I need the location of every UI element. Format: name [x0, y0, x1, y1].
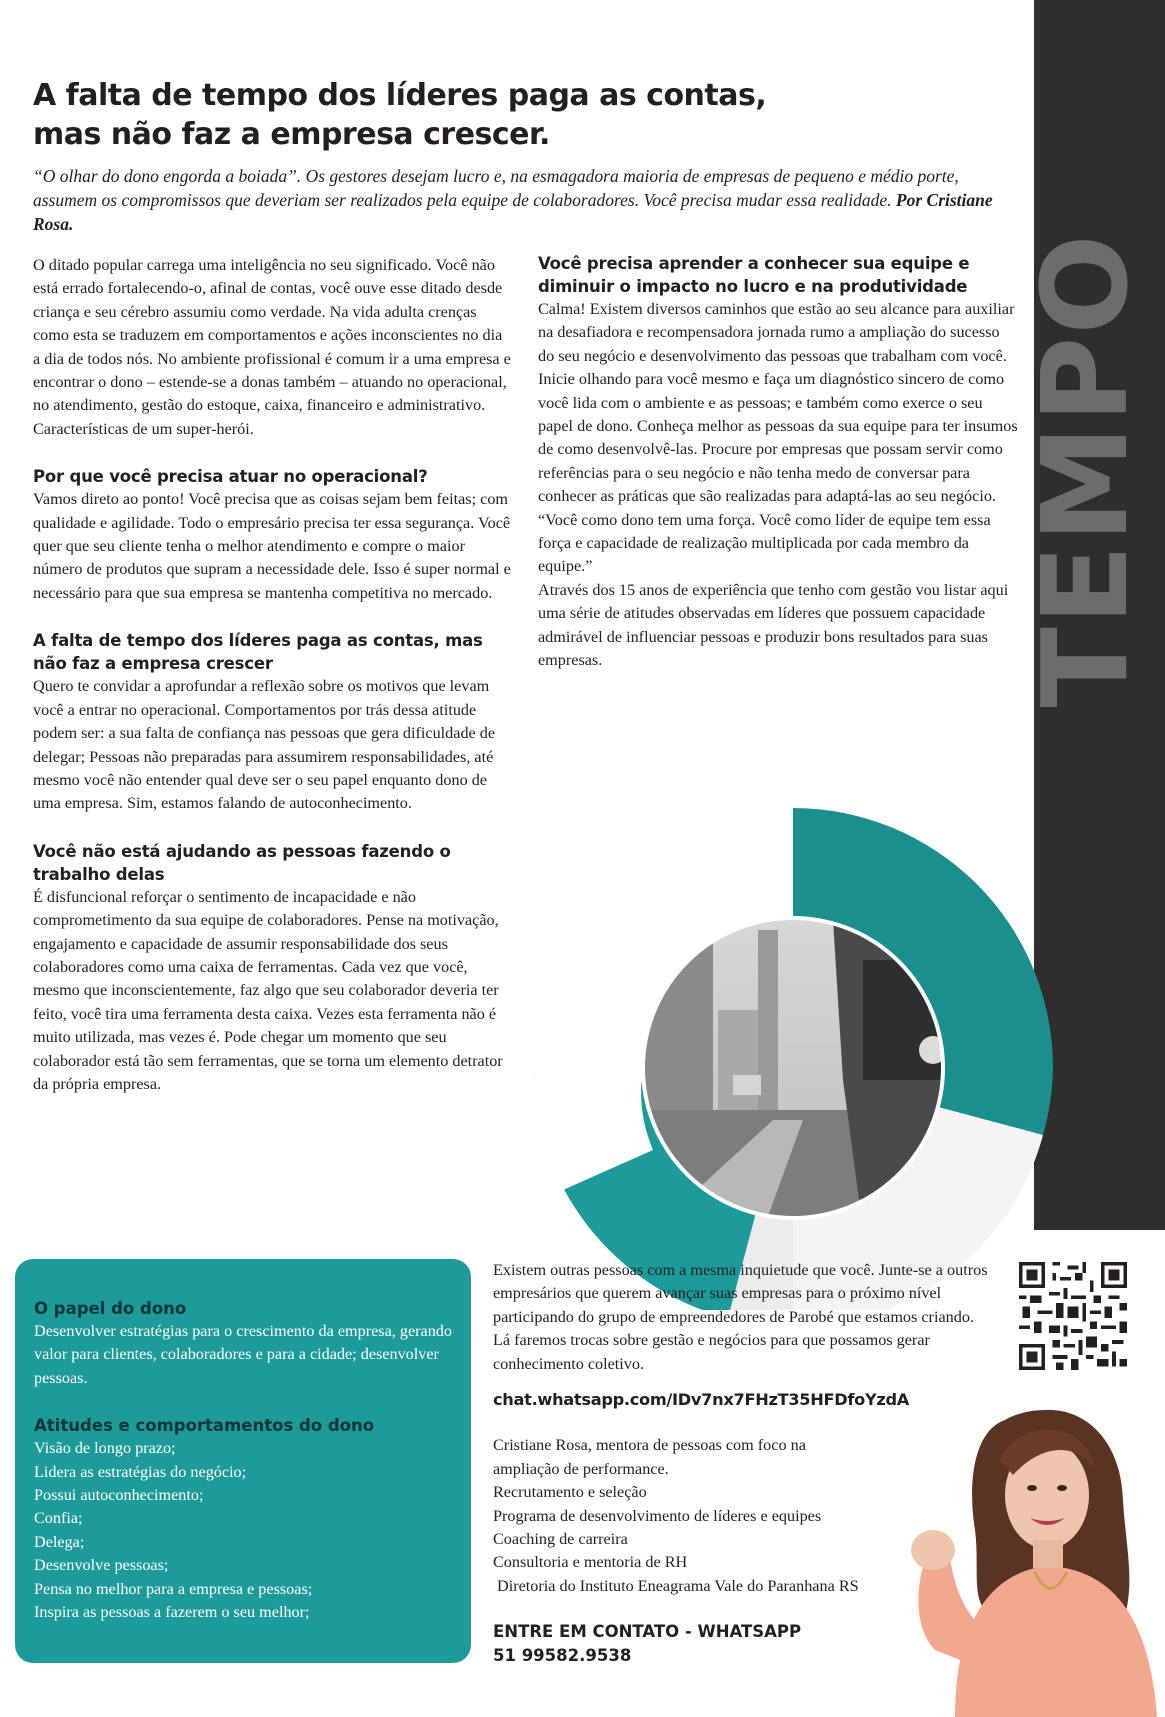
donut-photo-graphic — [503, 750, 1063, 1310]
intro-paragraph: O ditado popular carrega uma inteligência no seu significado. Você não está errado fortalecendo-o, afinal de contas, você ouve esse ditado desde criança e seu cérebro assumiu como verdade. Na vida adulta crenças como esta se traduzem em comportamentos e ações inconscientes no dia a dia de todos nós. No ambiente profissional é comum ir a uma empresa e encontrar o dono – estende-se a donas também – atuando no operacional, no atendimento, gestão do estoque, caixa, financeiro e administrativo. Características de um super-herói. — [33, 256, 511, 438]
bio-line: Recrutamento e seleção — [493, 1483, 647, 1502]
contact-block — [493, 1620, 801, 1668]
headline-line-2: mas não faz a empresa crescer. — [33, 117, 550, 152]
lede-author: Por Cristiane Rosa. — [33, 190, 993, 234]
author-portrait — [895, 1400, 1165, 1717]
section3-paragraph: É disfuncional reforçar o sentimento de incapacidade e não comprometimento da sua equipe de colaboradores. Pense na motivação, engajamento e capacidade de assumir responsabilidade dos seus colaboradores como uma caixa de ferramentas. Cada vez que você, mesmo que inconscientemente, faz algo que seu colaborador deveria ter feito, você tira uma ferramenta desta caixa. Vezes esta ferramenta não é muito utilizada, mas vezes é. Pode chegar um momento que seu colaborador está tão sem ferramentas, que se torna um elemento detrator da própria empresa. — [33, 887, 503, 1093]
list-item: Possui autoconhecimento; — [34, 1486, 204, 1505]
invite-paragraph: Existem outras pessoas com a mesma inquietude que você. Junte-se a outros empresários que querem avançar suas empresas para o próximo nível participando do grupo de empreendedores de Parobé que estamos criando. Lá faremos trocas sobre gestão e negócios para que possamos gerar conhecimento coletivo. — [493, 1261, 988, 1373]
left-column — [33, 254, 511, 1096]
section1-heading: Por que você precisa atuar no operacional? — [33, 467, 428, 487]
bio-line: ampliação de performance. — [493, 1459, 669, 1478]
qr-code-icon[interactable] — [1019, 1262, 1127, 1370]
list-item: Lidera as estratégias do negócio; — [34, 1462, 247, 1481]
page-headline — [33, 76, 933, 154]
list-item: Desenvolve pessoas; — [34, 1556, 169, 1575]
section2-paragraph: Quero te convidar a aprofundar a reflexão sobre os motivos que levam você a entrar no operacional. Comportamentos por trás dessa atitude podem ser: a sua falta de confiança nas pessoas que gera dificuldade de delegar; Pessoas não preparadas para assumirem responsabilidades, até mesmo você não entender qual deve ser o seu papel enquanto dono de uma empresa. Sim, estamos falando de autoconhecimento. — [33, 677, 496, 813]
contact-phone[interactable]: 51 99582.9538 — [493, 1646, 632, 1665]
whatsapp-group-link[interactable]: chat.whatsapp.com/IDv7nx7FHzT35HFDfoYzdA — [493, 1390, 910, 1410]
list-item: Delega; — [34, 1532, 85, 1551]
right-quote: “Você como dono tem uma força. Você como líder de equipe tem essa força e capacidade de realização multiplicada por cada membro da equipe.” — [538, 510, 991, 576]
owner-role-text: Desenvolver estratégias para o crescimento da empresa, gerando valor para clientes, colaboradores e para a cidade; desenvolver pessoas. — [34, 1322, 452, 1387]
bio-line: Diretoria do Instituto Eneagrama Vale do Paranhana RS — [493, 1576, 859, 1595]
bio-line: Programa de desenvolvimento de líderes e equipes — [493, 1506, 822, 1525]
headline-line-1: A falta de tempo dos líderes paga as contas, — [33, 78, 767, 113]
sidebar-word: TEMPO — [1016, 232, 1154, 708]
right-paragraph-3: Através dos 15 anos de experiência que tenho com gestão vou listar aqui uma série de atitudes observadas em líderes que possuem capacidade admirável de influenciar pessoas e produzir bons resultados para suas empresas. — [538, 580, 1009, 670]
section3-heading: Você não está ajudando as pessoas fazendo o trabalho delas — [33, 841, 451, 884]
owner-role-heading: O papel do dono — [34, 1299, 187, 1318]
lede-text: “O olhar do dono engorda a boiada”. Os gestores desejam lucro e, na esmagadora maioria de empresas de pequeno e médio porte, assumem os compromissos que deveriam ser realizados pela equipe de colaboradores. Você precisa mudar essa realidade. — [33, 166, 959, 210]
list-item: Confia; — [34, 1509, 83, 1528]
section2-heading: A falta de tempo dos líderes paga as contas, mas não faz a empresa crescer — [33, 631, 483, 674]
owner-role-box — [15, 1259, 471, 1663]
section1-paragraph: Vamos direto ao ponto! Você precisa que as coisas sejam bem feitas; com qualidade e agilidade. Todo o empresário precisa ter essa segurança. Você quer que seu cliente tenha o melhor atendimento e compre o maior número de produtos que supram a necessidade dele. Isso é super normal e necessário para que sua empresa se mantenha competitiva no mercado. — [33, 490, 511, 602]
lede — [33, 164, 998, 236]
list-item: Pensa no melhor para a empresa e pessoas; — [34, 1579, 313, 1598]
owner-attitudes-heading: Atitudes e comportamentos do dono — [34, 1416, 375, 1436]
list-item: Visão de longo prazo; — [34, 1439, 176, 1458]
right-heading: Você precisa aprender a conhecer sua equipe e diminuir o impacto no lucro e na produtividade — [538, 254, 970, 296]
right-column — [538, 252, 1018, 673]
list-item: Inspira as pessoas a fazerem o seu melhor; — [34, 1603, 310, 1622]
bio-line: Coaching de carreira — [493, 1530, 628, 1549]
bio-line: Consultoria e mentoria de RH — [493, 1553, 688, 1572]
bio-line: Cristiane Rosa, mentora de pessoas com foco na — [493, 1436, 806, 1455]
contact-label: ENTRE EM CONTATO - WHATSAPP — [493, 1622, 802, 1641]
owner-attitudes-list — [34, 1437, 454, 1624]
right-paragraph-1: Calma! Existem diversos caminhos que estão ao seu alcance para auxiliar na desafiadora e recompensadora jornada rumo a ampliação do sucesso do seu negócio e desenvolvimento das pessoas que trabalham com você. Inicie olhando para você mesmo e faça um diagnóstico sincero de como você lida com o ambiente e as pessoas; e também como exerce o seu papel de dono. Conheça melhor as pessoas da sua equipe para ter insumos de como desenvolvê-las. Procure por empresas que possam servir como referências para o seu negócio e não tenha medo de conversar para conhecer as práticas que são realizadas para adaptá-las ao seu negócio. — [538, 300, 1018, 506]
